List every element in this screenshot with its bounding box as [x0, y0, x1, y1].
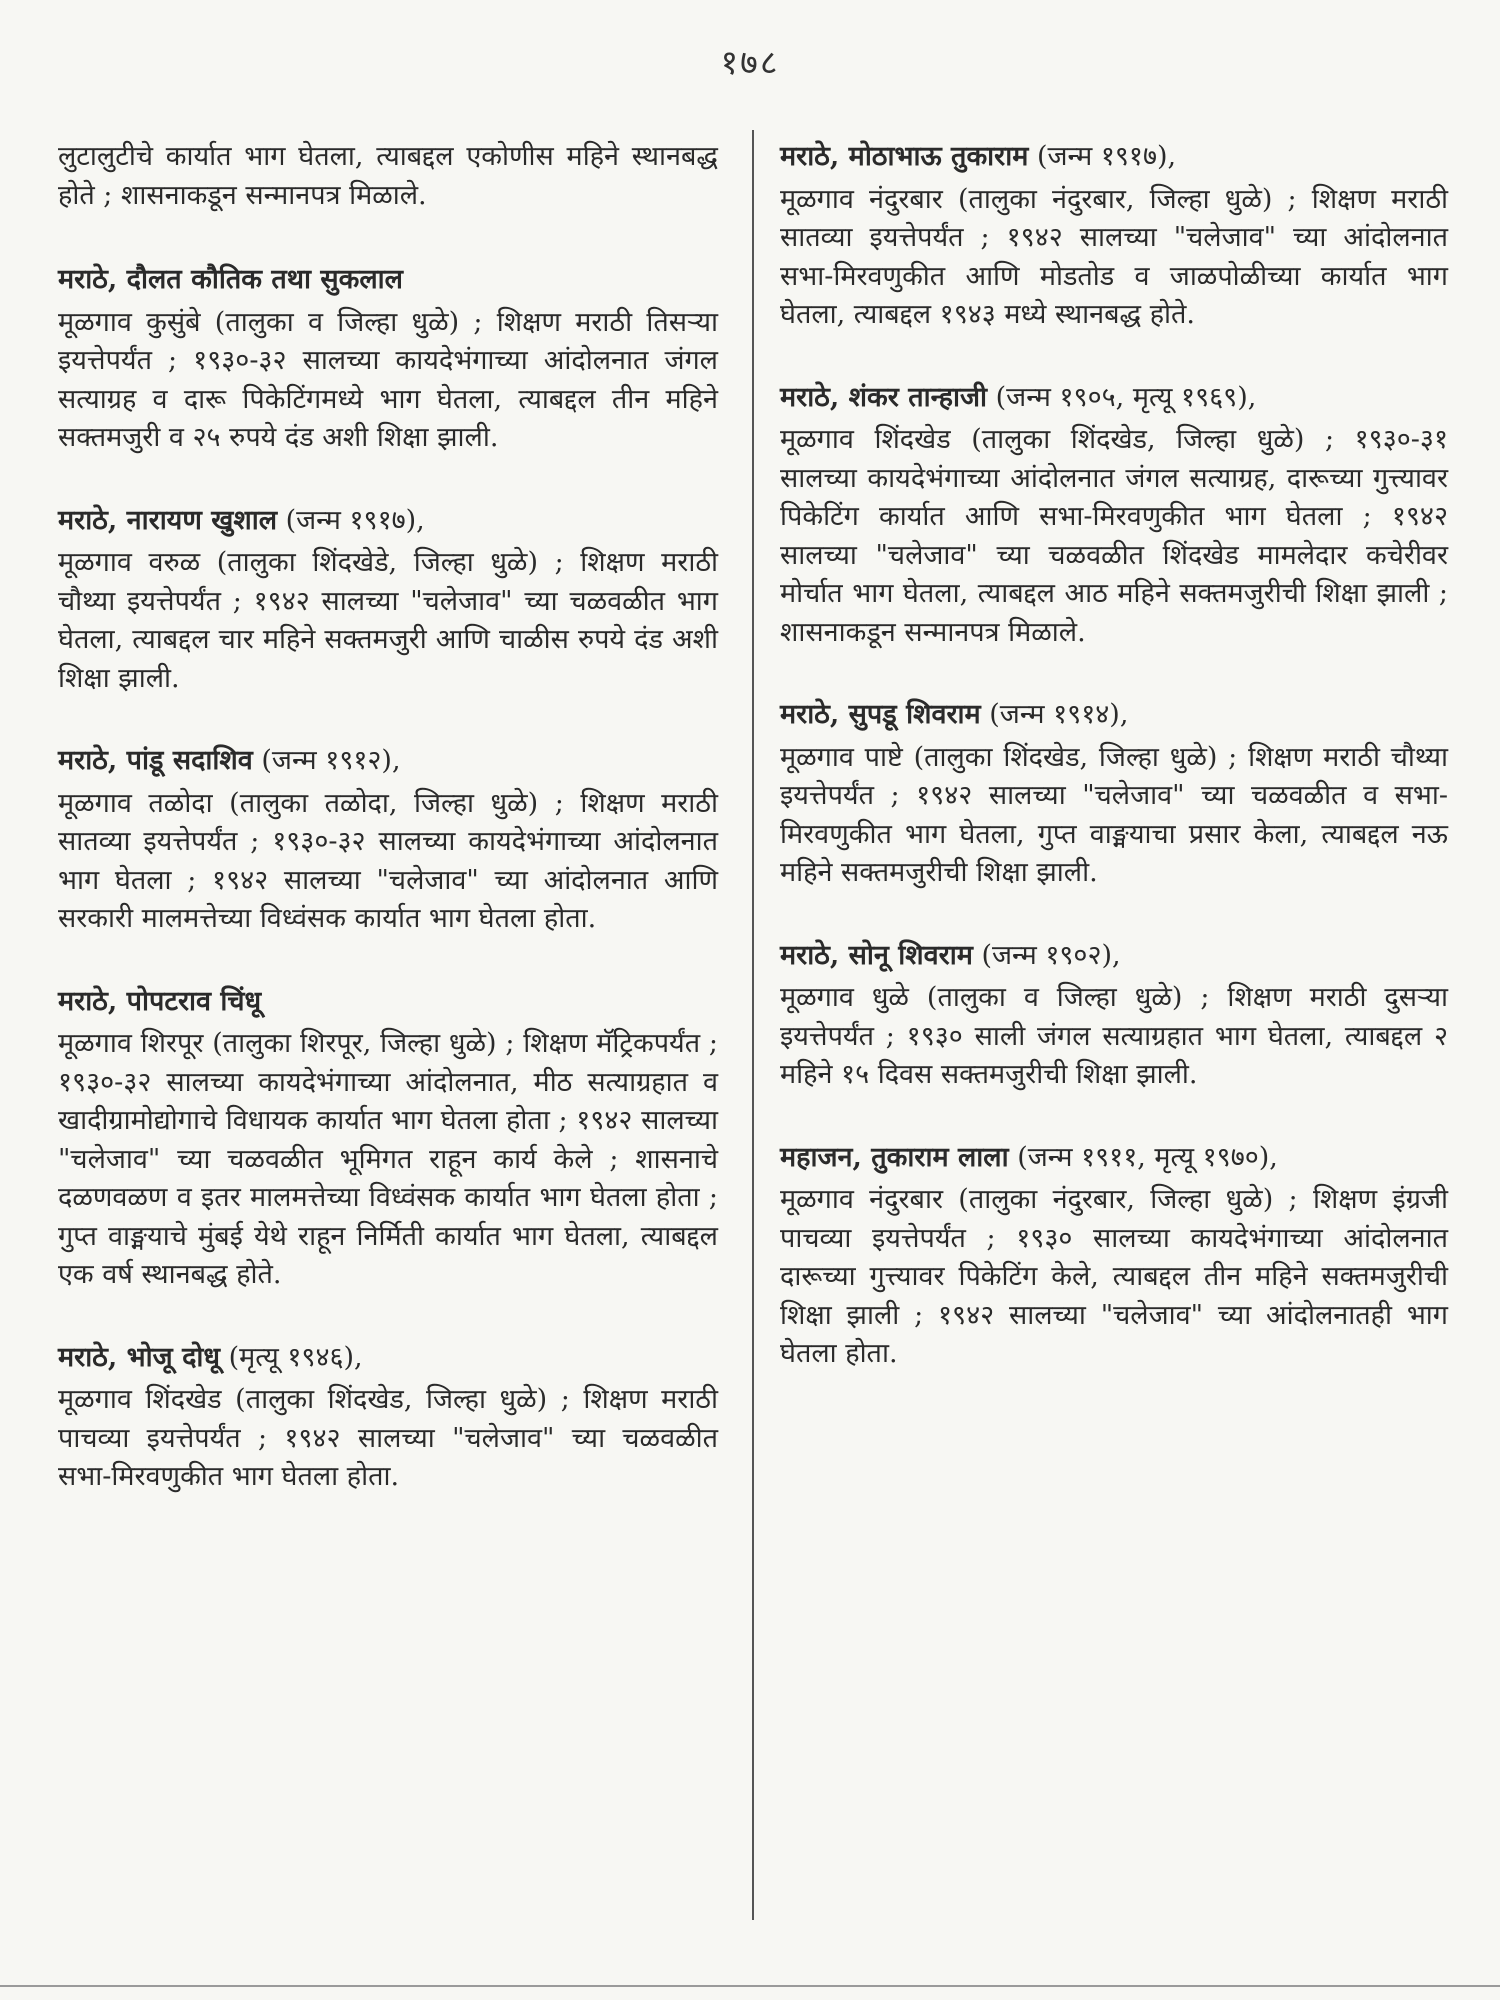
entry-body: मूळगाव तळोदा (तालुका तळोदा, जिल्हा धुळे) ; शिक्षण मराठी सातव्या इयत्तेपर्यंत ; १९३०-३२ सालच्या कायदेभंगाच्या आंदोलनात भाग घेतला ; १९४२ सालच्या "चलेजाव" च्या आंदोलनात आणि सरकारी मालमत्तेच्या विध्वंसक कार्यात भाग घेतला होता.	[58, 787, 718, 934]
entry-heading	[780, 138, 1448, 177]
right-column	[780, 138, 1448, 1418]
entry-dates: (जन्म १९०२),	[981, 939, 1121, 971]
entry-body: मूळगाव शिंदखेड (तालुका शिंदखेड, जिल्हा धुळे) ; १९३०-३१ सालच्या कायदेभंगाच्या आंदोलनात जंगल सत्याग्रह, दारूच्या गुत्त्यावर पिकेटिंग कार्यात आणि सभा-मिरवणुकीत भाग घेतला ; १९४२ सालच्या "चलेजाव" च्या चळवळीत शिंदखेड मामलेदार कचेरीवर मोर्चात भाग घेतला, त्याबद्दल आठ महिने सक्तमजुरीची शिक्षा झाली ; शासनाकडून सन्मानपत्र मिळाले.	[780, 424, 1448, 648]
entry-name: मराठे, मोठाभाऊ तुकाराम	[780, 141, 1029, 172]
entry-body: मूळगाव नंदुरबार (तालुका नंदुरबार, जिल्हा धुळे) ; शिक्षण मराठी सातव्या इयत्तेपर्यंत ; १९४२ सालच्या "चलेजाव" च्या आंदोलनात सभा-मिरवणुकीत आणि मोडतोड व जाळपोळीच्या कार्यात भाग घेतला, त्याबद्दल १९४३ मध्ये स्थानबद्ध होते.	[780, 183, 1448, 330]
entry-body: मूळगाव शिरपूर (तालुका शिरपूर, जिल्हा धुळे) ; शिक्षण मॅट्रिकपर्यंत ; १९३०-३२ सालच्या कायदेभंगाच्या आंदोलनात, मीठ सत्याग्रहात व खादीग्रामोद्योगाचे विधायक कार्यात भाग घेतला होता ; १९४२ सालच्या "चलेजाव" च्या चळवळीत भूमिगत राहून कार्य केले ; शासनाचे दळणवळण व इतर मालमत्तेच्या विध्वंसक कार्यात भाग घेतला होता ; गुप्त वाङ्मयाचे मुंबई येथे राहून निर्मिती कार्यात भाग घेतला, त्याबद्दल एक वर्ष स्थानबद्ध होते.	[58, 1028, 718, 1290]
entry-name: मराठे, नारायण खुशाल	[58, 504, 278, 536]
biography-entry	[58, 261, 718, 458]
left-column	[58, 138, 718, 1541]
entry-body: मूळगाव पाष्टे (तालुका शिंदखेड, जिल्हा धुळे) ; शिक्षण मराठी चौथ्या इयत्तेपर्यंत ; १९४२ सालच्या "चलेजाव" च्या चळवळीत व सभा-मिरवणुकीत भाग घेतला, गुप्त वाङ्मयाचा प्रसार केला, त्याबद्दल नऊ महिने सक्तमजुरीची शिक्षा झाली.	[780, 741, 1448, 888]
biography-entry	[58, 983, 718, 1295]
entry-dates: (मृत्यू १९४६),	[228, 1341, 363, 1373]
biography-entry	[58, 1339, 718, 1497]
entry-dates: (जन्म १९१४),	[989, 699, 1129, 730]
biography-entry	[58, 502, 718, 699]
entry-name: मराठे, पोपटराव चिंधू	[58, 985, 262, 1017]
column-divider	[752, 130, 754, 1920]
entry-dates: (जन्म १९११, मृत्यू १९७०),	[1017, 1141, 1278, 1173]
entry-name: महाजन, तुकाराम लाला	[780, 1141, 1009, 1173]
entry-body: मूळगाव वरुळ (तालुका शिंदखेडे, जिल्हा धुळे) ; शिक्षण मराठी चौथ्या इयत्तेपर्यंत ; १९४२ सालच्या "चलेजाव" च्या चळवळीत भाग घेतला, त्याबद्दल चार महिने सक्तमजुरी आणि चाळीस रुपये दंड अशी शिक्षा झाली.	[58, 547, 718, 694]
entry-body: मूळगाव धुळे (तालुका व जिल्हा धुळे) ; शिक्षण मराठी दुसऱ्या इयत्तेपर्यंत ; १९३० साली जंगल सत्याग्रहात भाग घेतला, त्याबद्दल २ महिने १५ दिवस सक्तमजुरीची शिक्षा झाली.	[780, 982, 1448, 1090]
page-number: १७८	[720, 43, 780, 83]
biography-entry	[780, 937, 1448, 1095]
entry-dates: (जन्म १९१७),	[285, 504, 425, 536]
entry-heading	[780, 937, 1448, 976]
entry-dates: (जन्म १९१२),	[261, 745, 401, 776]
entry-heading	[780, 696, 1448, 735]
entry-heading	[58, 742, 718, 781]
entry-heading	[58, 983, 718, 1022]
entry-heading	[780, 379, 1448, 418]
entry-heading	[58, 261, 718, 300]
entry-name: मराठे, दौलत कौतिक तथा सुकलाल	[58, 264, 403, 295]
entry-dates: (जन्म १९१७),	[1036, 141, 1177, 172]
entry-name: मराठे, भोजू दोधू	[58, 1341, 221, 1373]
entry-name: मराठे, सोनू शिवराम	[780, 939, 973, 971]
entry-body: मूळगाव कुसुंबे (तालुका व जिल्हा धुळे) ; शिक्षण मराठी तिसऱ्या इयत्तेपर्यंत ; १९३०-३२ सालच्या कायदेभंगाच्या आंदोलनात जंगल सत्याग्रह व दारू पिकेटिंगमध्ये भाग घेतला, त्याबद्दल तीन महिने सक्तमजुरी व २५ रुपये दंड अशी शिक्षा झाली.	[58, 306, 718, 453]
biography-entry	[780, 696, 1448, 893]
entry-name: मराठे, शंकर तान्हाजी	[780, 381, 988, 413]
entry-heading	[780, 1139, 1448, 1178]
biography-entry	[58, 742, 718, 939]
entry-heading	[58, 1339, 718, 1378]
continued-entry-text: लुटालुटीचे कार्यात भाग घेतला, त्याबद्दल एकोणीस महिने स्थानबद्ध होते ; शासनाकडून सन्मानपत्र मिळाले.	[58, 141, 718, 211]
page-bottom-edge	[0, 1985, 1500, 1987]
biography-entry	[780, 138, 1448, 335]
biography-entry	[780, 1139, 1448, 1374]
entry-body: मूळगाव नंदुरबार (तालुका नंदुरबार, जिल्हा धुळे) ; शिक्षण इंग्रजी पाचव्या इयत्तेपर्यंत ; १९३० सालच्या कायदेभंगाच्या आंदोलनात दारूच्या गुत्त्यावर पिकेटिंग केले, त्याबद्दल तीन महिने सक्तमजुरीची शिक्षा झाली ; १९४२ सालच्या "चलेजाव" च्या आंदोलनातही भाग घेतला होता.	[780, 1184, 1448, 1369]
entry-name: मराठे, पांडू सदाशिव	[58, 745, 253, 776]
entry-name: मराठे, सुपडू शिवराम	[780, 699, 981, 730]
entry-body: मूळगाव शिंदखेड (तालुका शिंदखेड, जिल्हा धुळे) ; शिक्षण मराठी पाचव्या इयत्तेपर्यंत ; १९४२ सालच्या "चलेजाव" च्या चळवळीत सभा-मिरवणुकीत भाग घेतला होता.	[58, 1384, 718, 1492]
entry-dates: (जन्म १९०५, मृत्यू १९६९),	[995, 381, 1257, 413]
biography-entry	[780, 379, 1448, 653]
entry-heading	[58, 502, 718, 541]
